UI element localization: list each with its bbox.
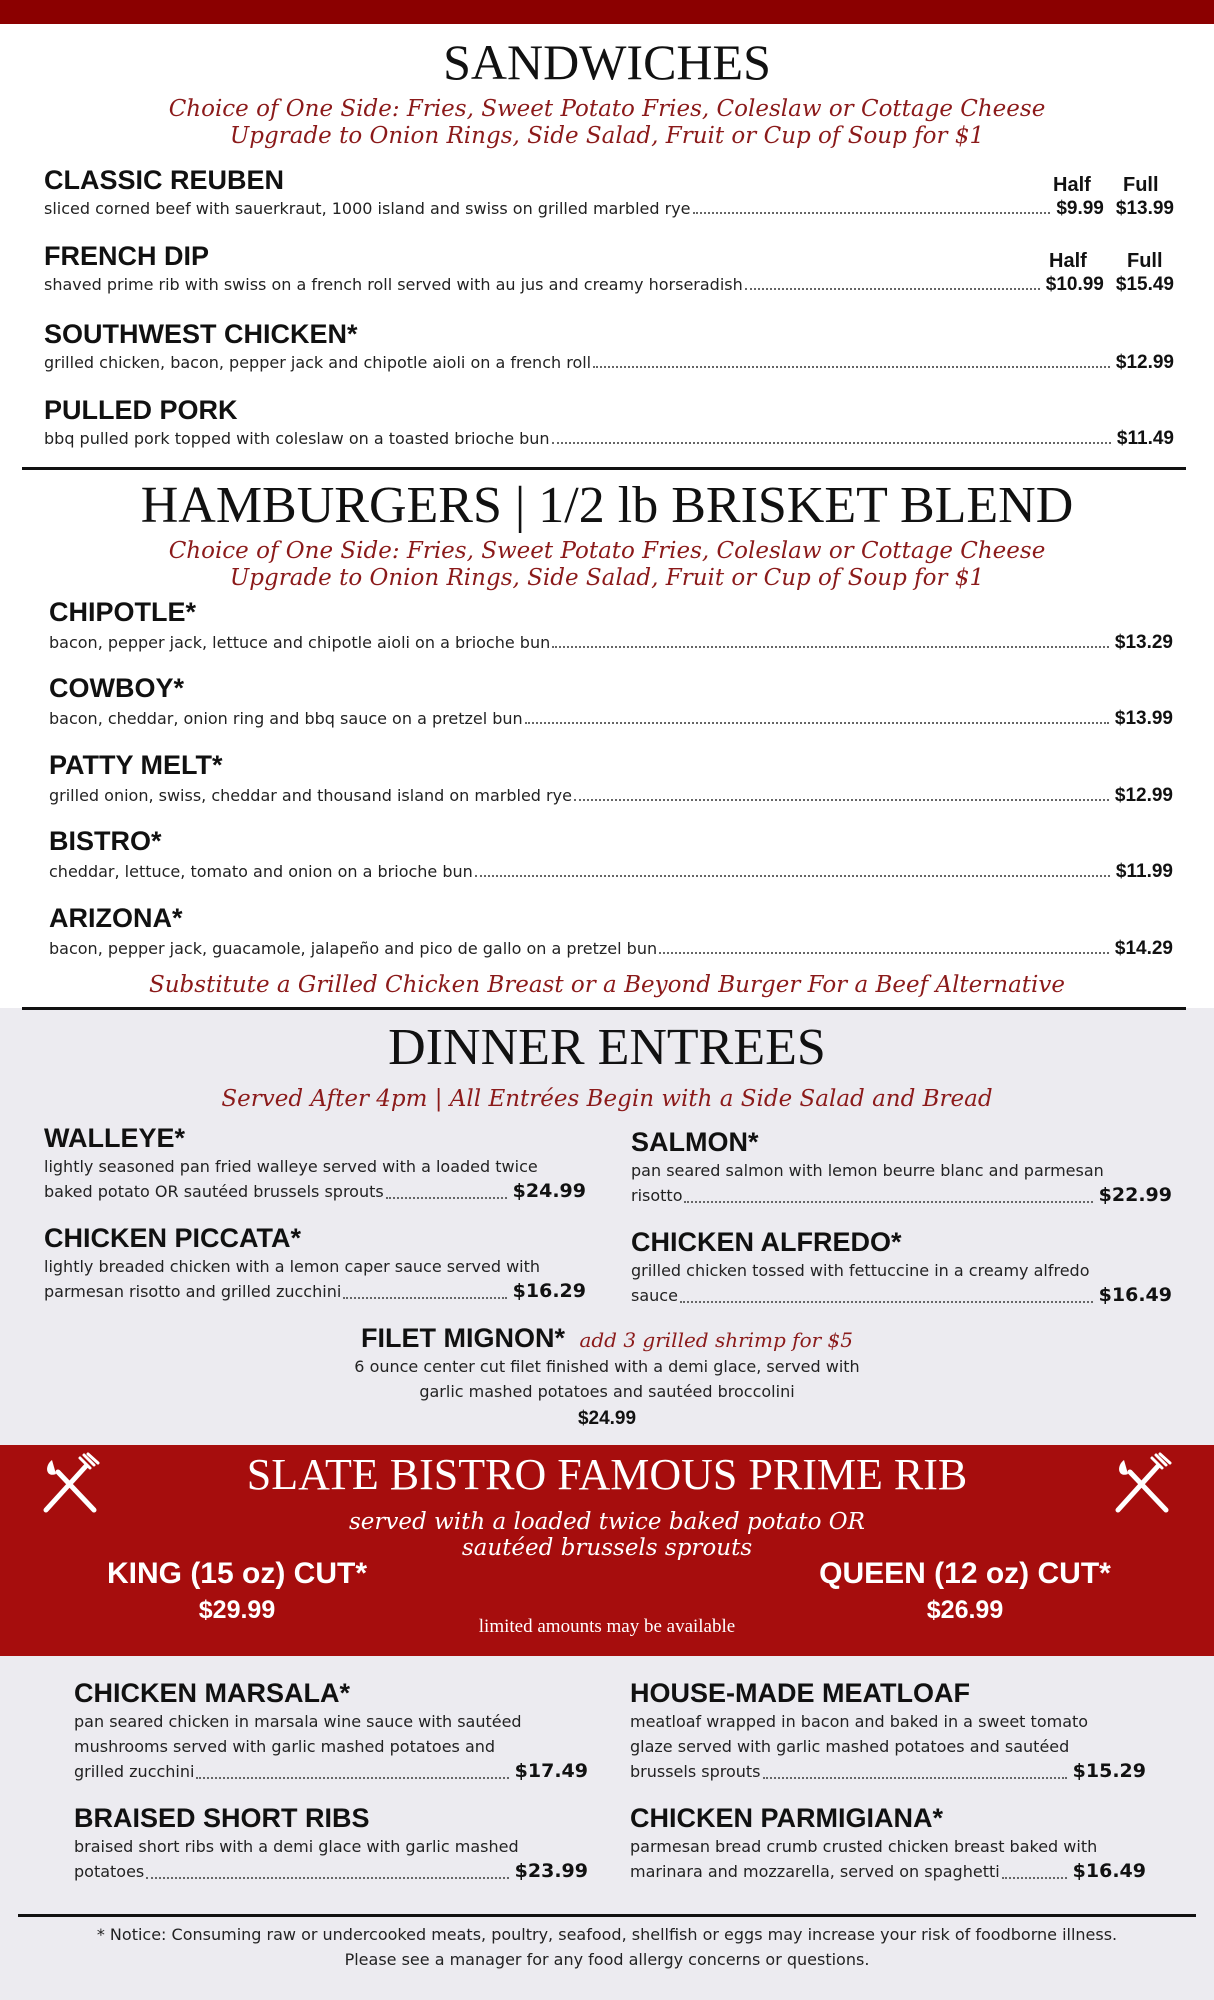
item-description-cont: potatoes [74,1862,145,1881]
item-name: BISTRO* [49,826,162,856]
item-description: cheddar, lettuce, tomato and onion on a brioche bun [49,862,473,881]
item-price: $24.99 [577,1408,637,1429]
item-name: BRAISED SHORT RIBS [74,1803,370,1833]
hamburgers-title: HAMBURGERS | 1/2 lb BRISKET BLEND [140,477,1074,534]
item-description: 6 ounce center cut filet finished with a demi glace, served with [354,1357,860,1376]
dot-leader [684,1201,1092,1203]
king-cut-name: KING (15 oz) CUT* [106,1557,367,1590]
item-description: meatloaf wrapped in bacon and baked in a sweet tomato [630,1712,1089,1731]
menu-item-chicken-alfredo [631,1226,1172,1308]
prime-rib-side-line2: sautéed brussels sprouts [461,1535,753,1561]
dot-leader [745,288,1040,290]
section-divider [22,467,1186,470]
item-description-cont: risotto [631,1186,683,1205]
sandwiches-side-choice: Choice of One Side: Fries, Sweet Potato Fries, Coleslaw or Cottage Cheese [168,96,1046,122]
dot-leader [552,442,1111,444]
item-price: $13.29 [1114,632,1173,653]
menu-item-classic-reuben [44,164,1174,219]
item-description: bbq pulled pork topped with coleslaw on a toasted brioche bun [44,429,550,448]
item-description: grilled chicken tossed with fettuccine in a creamy alfredo [631,1261,1090,1280]
king-cut-price: $29.99 [198,1596,276,1624]
full-label-2: Full [1127,250,1163,272]
section-divider [22,1007,1186,1010]
item-price: $11.49 [1116,428,1174,449]
item-description-cont: sauce [631,1286,678,1305]
menu-item-walleye [44,1122,586,1204]
item-description: pan seared salmon with lemon beurre blanc and parmesan [631,1161,1104,1180]
item-description: bacon, cheddar, onion ring and bbq sauce on a pretzel bun [49,709,523,728]
dot-leader [763,1777,1067,1779]
item-description-end: brussels sprouts [630,1762,761,1781]
allergy-notice-line2: Please see a manager for any food allergy concerns or questions. [344,1950,870,1969]
fork-knife-icon [38,1452,102,1516]
item-name: CHICKEN ALFREDO* [631,1227,902,1257]
item-name: FRENCH DIP [44,241,210,271]
menu-item-house-made-meatloaf [630,1677,1146,1784]
menu-item-bistro [49,825,1173,882]
item-description: lightly breaded chicken with a lemon caper sauce served with [44,1257,541,1276]
menu-item-filet-mignon [0,1322,1214,1430]
item-name: FILET MIGNON* [360,1323,565,1353]
dot-leader [552,646,1109,648]
item-description-cont: glaze served with garlic mashed potatoes and sautéed [630,1737,1070,1756]
half-price: $10.99 [1045,274,1104,295]
dinner-subtitle: Served After 4pm | All Entrées Begin with a Side Salad and Bread [221,1086,993,1112]
item-price: $14.29 [1114,938,1173,959]
item-price: $24.99 [512,1180,586,1202]
menu-item-french-dip [44,240,1174,295]
item-description: parmesan bread crumb crusted chicken breast baked with [630,1837,1098,1856]
hamburgers-side-choice: Choice of One Side: Fries, Sweet Potato Fries, Coleslaw or Cottage Cheese [168,538,1046,564]
item-price: $11.99 [1115,861,1173,882]
queen-cut-name: QUEEN (12 oz) CUT* [819,1557,1111,1590]
item-name: WALLEYE* [44,1123,186,1153]
queen-cut-price: $26.99 [926,1596,1004,1624]
item-description: lightly seasoned pan fried walleye served with a loaded twice [44,1157,538,1176]
top-accent-bar [0,0,1214,24]
dot-leader [146,1877,508,1879]
item-description: shaved prime rib with swiss on a french roll served with au jus and creamy horseradish [44,275,743,294]
menu-item-cowboy [49,672,1173,729]
limited-availability: limited amounts may be available [478,1616,736,1637]
item-price: $13.99 [1114,708,1173,729]
dot-leader [196,1777,508,1779]
section-divider [18,1914,1196,1917]
fork-knife-icon [1110,1452,1174,1516]
item-description: grilled onion, swiss, cheddar and thousand island on marbled rye [49,786,572,805]
full-label: Full [1123,174,1159,196]
item-name: PULLED PORK [44,395,238,425]
item-price: $16.49 [1098,1284,1172,1306]
item-description: bacon, pepper jack, lettuce and chipotle aioli on a brioche bun [49,633,551,652]
dot-leader [475,875,1110,877]
dinner-title: DINNER ENTREES [388,1019,826,1076]
item-price: $17.49 [514,1760,588,1782]
item-description-cont: parmesan risotto and grilled zucchini [44,1282,342,1301]
item-price: $12.99 [1115,352,1174,373]
prime-rib-title: SLATE BISTRO FAMOUS PRIME RIB [246,1450,968,1499]
full-price: $15.49 [1115,274,1174,295]
menu-item-southwest-chicken [44,318,1174,373]
item-price: $15.29 [1072,1760,1146,1782]
dot-leader [525,722,1109,724]
prime-rib-banner [0,1445,1214,1656]
half-price: $9.99 [1056,198,1104,219]
item-price: $16.49 [1072,1860,1146,1882]
item-price: $12.99 [1114,785,1173,806]
item-price: $22.99 [1098,1184,1172,1206]
item-name: SALMON* [631,1127,759,1157]
item-description-cont: garlic mashed potatoes and sautéed broccolini [419,1382,795,1401]
dot-leader [659,952,1109,954]
menu-item-chipotle [49,596,1173,653]
item-name: COWBOY* [49,673,184,703]
half-label-2: Half [1049,250,1087,272]
dot-leader [1002,1877,1067,1879]
menu-item-patty-melt [49,749,1173,806]
item-description: sliced corned beef with sauerkraut, 1000 island and swiss on grilled marbled rye [44,199,691,218]
menu-item-braised-short-ribs [74,1802,588,1884]
item-name: PATTY MELT* [49,750,223,780]
item-description-cont: marinara and mozzarella, served on spaghetti [630,1862,1000,1881]
item-description: bacon, pepper jack, guacamole, jalapeño and pico de gallo on a pretzel bun [49,939,658,958]
dot-leader [343,1297,506,1299]
shrimp-addon: add 3 grilled shrimp for $5 [579,1328,853,1352]
item-name: HOUSE-MADE MEATLOAF [630,1678,970,1708]
item-description-cont: mushrooms served with garlic mashed potatoes and [74,1737,496,1756]
sandwiches-upgrade: Upgrade to Onion Rings, Side Salad, Fruit or Cup of Soup for $1 [229,123,985,149]
item-name: CHICKEN MARSALA* [74,1678,350,1708]
prime-rib-side-line1: served with a loaded twice baked potato OR [349,1509,865,1535]
dot-leader [386,1197,507,1199]
item-name: CLASSIC REUBEN [44,165,285,195]
menu-item-chicken-parmigiana [630,1802,1146,1884]
menu-item-chicken-marsala [74,1677,588,1784]
dot-leader [593,366,1110,368]
hamburgers-upgrade: Upgrade to Onion Rings, Side Salad, Fruit or Cup of Soup for $1 [229,565,985,591]
item-name: CHICKEN PICCATA* [44,1223,302,1253]
item-name: CHICKEN PARMIGIANA* [630,1803,944,1833]
allergy-notice-line1: * Notice: Consuming raw or undercooked meats, poultry, seafood, shellfish or eggs may increase your risk of foodborne illness. [96,1925,1118,1944]
menu-item-chicken-piccata [44,1222,586,1304]
menu-item-pulled-pork [44,394,1174,449]
item-price: $16.29 [512,1280,586,1302]
item-description: pan seared chicken in marsala wine sauce with sautéed [74,1712,522,1731]
item-description: grilled chicken, bacon, pepper jack and chipotle aioli on a french roll [44,353,592,372]
item-description: braised short ribs with a demi glace with garlic mashed [74,1837,519,1856]
menu-item-salmon [631,1126,1172,1208]
half-label: Half [1053,174,1091,196]
full-price: $13.99 [1115,198,1174,219]
item-name: SOUTHWEST CHICKEN* [44,319,358,349]
menu-item-arizona [49,902,1173,959]
item-price: $23.99 [514,1860,588,1882]
dot-leader [693,212,1051,214]
burger-substitute-note: Substitute a Grilled Chicken Breast or a Beyond Burger For a Beef Alternative [148,972,1065,998]
item-name: CHIPOTLE* [49,597,197,627]
item-name: ARIZONA* [49,903,183,933]
sandwiches-title: SANDWICHES [443,34,771,90]
item-description-cont: baked potato OR sautéed brussels sprouts [44,1182,384,1201]
dot-leader [574,799,1109,801]
dot-leader [680,1301,1093,1303]
item-description-end: grilled zucchini [74,1762,195,1781]
